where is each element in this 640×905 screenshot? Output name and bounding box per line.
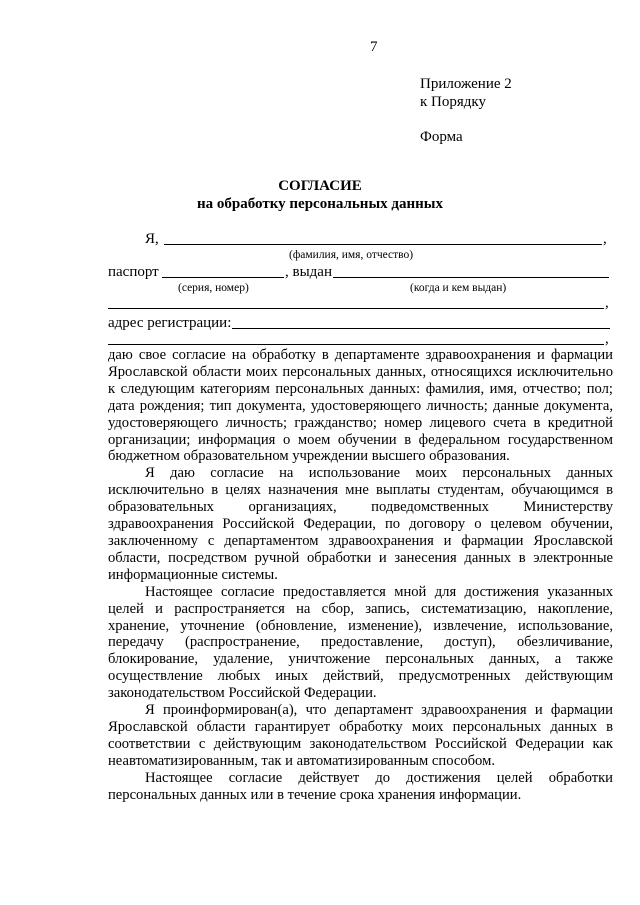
address-field-continued[interactable] [108, 344, 604, 345]
page-number: 7 [370, 39, 378, 55]
i-label: Я, [145, 231, 159, 247]
procedure-label: к Порядку [420, 94, 486, 110]
passport-label: паспорт [108, 264, 159, 280]
fio-caption: (фамилия, имя, отчество) [289, 249, 414, 261]
paragraph-purpose: Я даю согласие на использование моих персональных данных исключительно в целях назначения мне выплаты студентам, обучающимся в образовательных организациях, подведомственных Министерству здравоохранения Российской Федерации, по договору о целевом обучении, заключенному с департаментом здравоохранения и фармации Ярославской области, посредством ручной обработки и занесения данных в электронные информационные системы. [108, 465, 613, 583]
passport-number-field[interactable] [162, 277, 284, 278]
appendix-label: Приложение 2 [420, 76, 512, 92]
address-label: адрес регистрации: [108, 315, 232, 331]
issued-label: , выдан [285, 264, 332, 280]
issued-comma: , [605, 295, 609, 311]
document-subtitle: на обработку персональных данных [197, 196, 443, 212]
issued-caption: (когда и кем выдан) [410, 282, 507, 294]
issued-by-field-continued[interactable] [108, 308, 604, 309]
issued-by-field[interactable] [333, 277, 609, 278]
document-title: СОГЛАСИЕ [278, 178, 362, 194]
paragraph-validity: Настоящее согласие действует до достижения целей обработки персональных данных или в течение срока хранения информации. [108, 769, 613, 803]
address-comma: , [605, 331, 609, 347]
consent-body [108, 347, 613, 803]
paragraph-consent: даю свое согласие на обработку в департаменте здравоохранения и фармации Ярославской области моих персональных данных, относящихся исключительно к следующим категориям персональных данных: фамилия, имя, отчество; пол; дата рождения; тип документа, удостоверяющего личность; данные документа, удостоверяющего личность; гражданство; номер лицевого счета в кредитной организации; информация о моем обучении в федеральном государственном бюджетном образовательном учреждении высшего образования. [108, 347, 613, 465]
paragraph-guarantee: Я проинформирован(а), что департамент здравоохранения и фармации Ярославской области гарантирует обработку моих персональных данных в соответствии с действующим законодательством Российской Федерации как неавтоматизированным, так и автоматизированным способом. [108, 702, 613, 769]
fio-field[interactable] [164, 244, 602, 245]
paragraph-scope: Настоящее согласие предоставляется мной для достижения указанных целей и распространяется на сбор, запись, систематизацию, накопление, хранение, уточнение (обновление, изменение), извлечение, использование, передачу (распространение, предоставление, доступ), обезличивание, блокирование, удаление, уничтожение персональных данных, а также осуществление любых иных действий, предусмотренных действующим законодательством Российской Федерации. [108, 583, 613, 702]
series-caption: (серия, номер) [178, 282, 249, 294]
address-field[interactable] [232, 328, 610, 329]
form-label: Форма [420, 129, 463, 145]
fio-comma: , [603, 231, 607, 247]
